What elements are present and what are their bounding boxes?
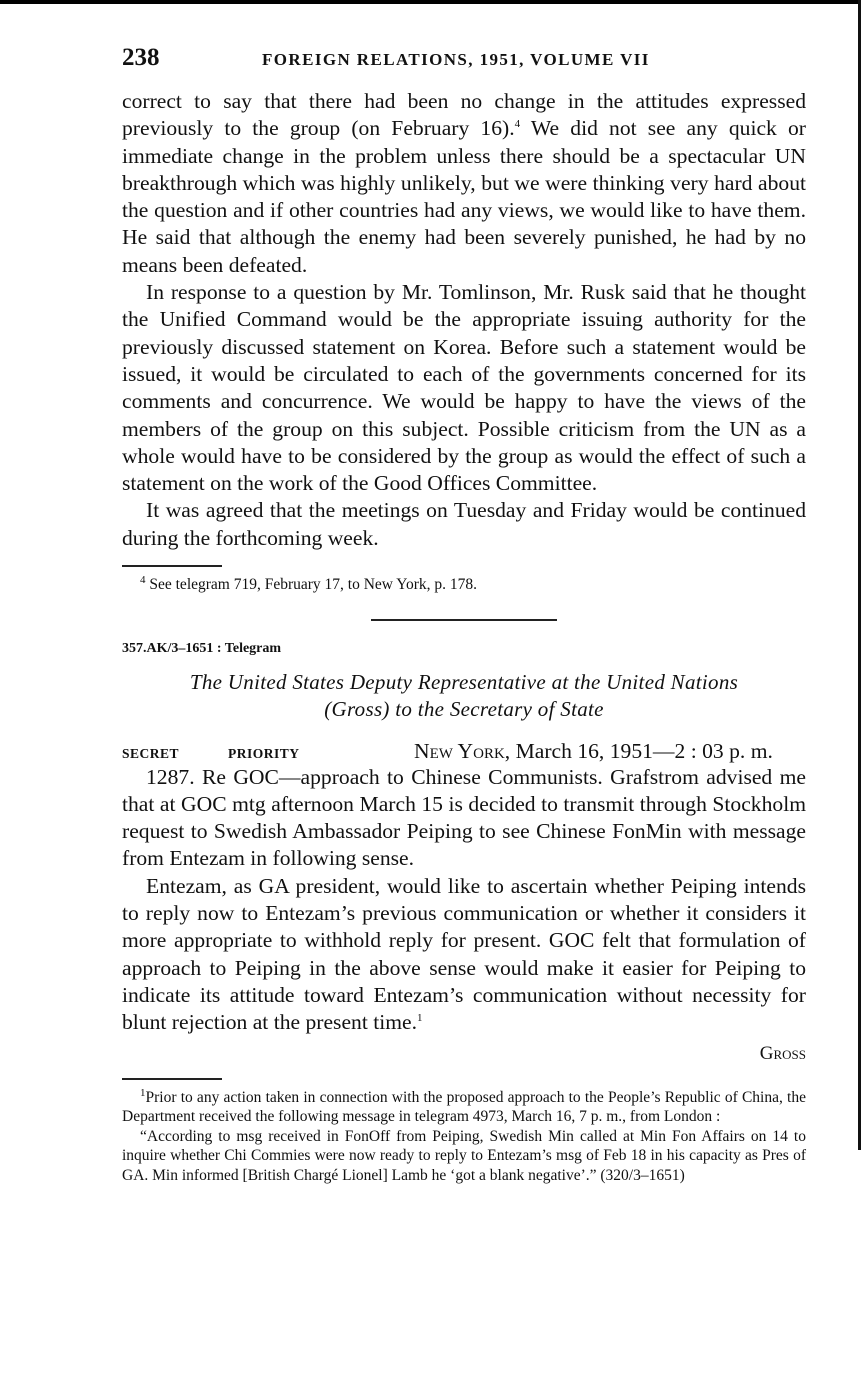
running-title: FOREIGN RELATIONS, 1951, VOLUME VII xyxy=(262,50,650,69)
footnote-1-quote: “According to msg received in FonOff from Peiping, Swedish Min called at Min Fon Affairs on 14 to inquire whether Chi Commies were now ready to reply to Entezam’s msg of Feb 18 in his capacity as Pres of GA. Min informed [British Chargé Lionel] Lamb he ‘got a blank negative’.” (320/3–1651) xyxy=(122,1127,806,1184)
date: March 16, 1951—2 : 03 p. m. xyxy=(510,738,773,763)
document-title xyxy=(122,669,806,723)
footnote-reference: 1 xyxy=(417,1012,423,1025)
paragraph-meetings: It was agreed that the meetings on Tuesday and Friday would be continued during the forthcoming week. xyxy=(122,498,806,550)
footnote-text: Prior to any action taken in connection with the proposed approach to the People’s Republic of China, the Department received the following message in telegram 4973, March 16, 7 p. m., from London : xyxy=(122,1088,806,1126)
telegram-paragraph-1: 1287. Re GOC—approach to Chinese Communists. Grafstrom advised me that at GOC mtg afternoon March 15 is decided to transmit through Stockholm request to Swedish Ambassador Peiping to see Chinese FonMin with message from Entezam in following sense. xyxy=(122,764,806,871)
document-title-line2: (Gross) to the Secretary of State xyxy=(324,696,604,721)
page xyxy=(122,44,806,1185)
telegram-paragraph-2 xyxy=(122,873,806,1037)
document-title-line1: The United States Deputy Representative at the United Nations xyxy=(189,669,739,694)
footnote-rule xyxy=(122,1078,222,1080)
paragraph-text-continued: We did not see any quick or immediate change in the problem unless there should be a spectacular UN breakthrough which was highly unlikely, but we were thinking very hard about the question and if other countries had any views, we would like to have them. He said that although the enemy had been severely punished, he had by no means been defeated. xyxy=(122,116,806,277)
footnote-1 xyxy=(122,1088,806,1127)
paragraph-continued xyxy=(122,88,806,279)
footnote-number: 4 xyxy=(140,573,146,586)
telegram-paragraph-2-text: Entezam, as GA president, would like to ascertain whether Peiping intends to reply now to Entezam’s previous communication or whether it considers it more appropriate to withhold reply for present. GOC felt that formulation of approach to Peiping in the above sense would make it easier for Peiping to indicate its attitude toward Entezam’s communication without necessity for blunt rejection at the present time. xyxy=(122,873,806,1035)
footnote-text: See telegram 719, February 17, to New York, p. 178. xyxy=(149,576,477,594)
paragraph-rusk: In response to a question by Mr. Tomlinson, Mr. Rusk said that he thought the Unified Command would be the appropriate issuing authority for the previously discussed statement on Korea. Before such a statement would be issued, it would be circulated to each of the governments concerned for its comments and concurrence. We would be happy to have the views of the members of the group on this subject. Possible criticism from the UN as a whole would have to be considered by the group as would the effect of such a statement on the work of the Good Offices Committee. xyxy=(122,280,806,496)
signature: Gross xyxy=(759,1042,806,1064)
dateline xyxy=(122,739,806,764)
place: New York, xyxy=(414,738,511,763)
page-number: 238 xyxy=(122,44,160,71)
place-date xyxy=(414,739,773,764)
paragraph-text: correct to say that there had been no change in the attitudes expressed previously to the group (on February 16). xyxy=(122,89,806,141)
footnote-rule xyxy=(122,565,222,567)
page-top-rule xyxy=(0,0,861,4)
footnote-number: 1 xyxy=(140,1086,146,1099)
section-divider xyxy=(371,619,557,621)
file-reference: 357.AK/3–1651 : Telegram xyxy=(122,640,282,656)
page-header xyxy=(122,44,806,88)
footnote-4 xyxy=(122,575,806,595)
footnote-reference: 4 xyxy=(514,118,521,131)
classification-secret: SECRET xyxy=(122,745,180,761)
classification-priority: PRIORITY xyxy=(228,745,300,761)
